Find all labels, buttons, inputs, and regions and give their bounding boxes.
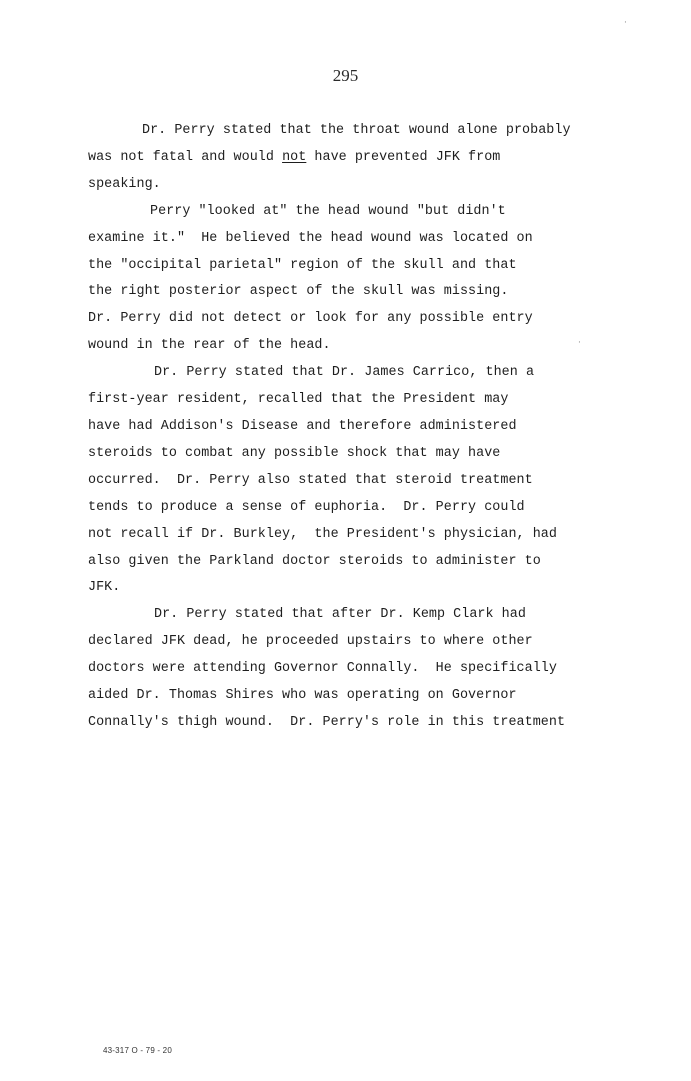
text-line: declared JFK dead, he proceeded upstairs to where other: [88, 634, 533, 650]
text-line: Dr. Perry stated that after Dr. Kemp Clark had: [154, 607, 526, 623]
text-line: wound in the rear of the head.: [88, 338, 331, 354]
scan-speck: ·: [624, 18, 627, 28]
body-text: [88, 118, 588, 737]
text-line: speaking.: [88, 176, 161, 192]
text-line: Perry "looked at" the head wound "but didn't: [150, 203, 506, 219]
page-number: 295: [332, 66, 359, 85]
text-line: doctors were attending Governor Connally. He specifically: [88, 661, 557, 677]
text-line: not recall if Dr. Burkley, the President's physician, had: [88, 526, 557, 542]
text-line: steroids to combat any possible shock that may have: [88, 445, 501, 461]
footer-print-code: 43-317 O - 79 - 20: [103, 1046, 172, 1055]
text-line: tends to produce a sense of euphoria. Dr. Perry could: [88, 499, 525, 515]
text-line: JFK.: [88, 580, 121, 596]
text-line: the right posterior aspect of the skull was missing.: [88, 284, 509, 300]
text-line: Connally's thigh wound. Dr. Perry's role in this treatment: [88, 714, 566, 730]
text-line: Dr. Perry stated that Dr. James Carrico, then a: [154, 365, 535, 381]
text-line: have had Addison's Disease and therefore administered: [88, 418, 517, 434]
text-line: examine it." He believed the head wound was located on: [88, 230, 533, 246]
text-line: the "occipital parietal" region of the skull and that: [88, 257, 517, 273]
text-line: first-year resident, recalled that the President may: [88, 392, 509, 408]
text-line: also given the Parkland doctor steroids to administer to: [88, 553, 541, 569]
scan-speck: ·: [578, 338, 581, 348]
text-segment: was not fatal and would: [88, 149, 283, 165]
underlined-emphasis: not: [282, 149, 307, 165]
text-line: [88, 145, 588, 172]
text-line: Dr. Perry stated that the throat wound alone probably: [142, 123, 571, 138]
text-line: aided Dr. Thomas Shires who was operating on Governor: [88, 688, 517, 704]
text-segment: have prevented JFK from: [306, 149, 501, 165]
text-line: occurred. Dr. Perry also stated that steroid treatment: [88, 472, 533, 488]
text-line: Dr. Perry did not detect or look for any possible entry: [88, 311, 533, 327]
